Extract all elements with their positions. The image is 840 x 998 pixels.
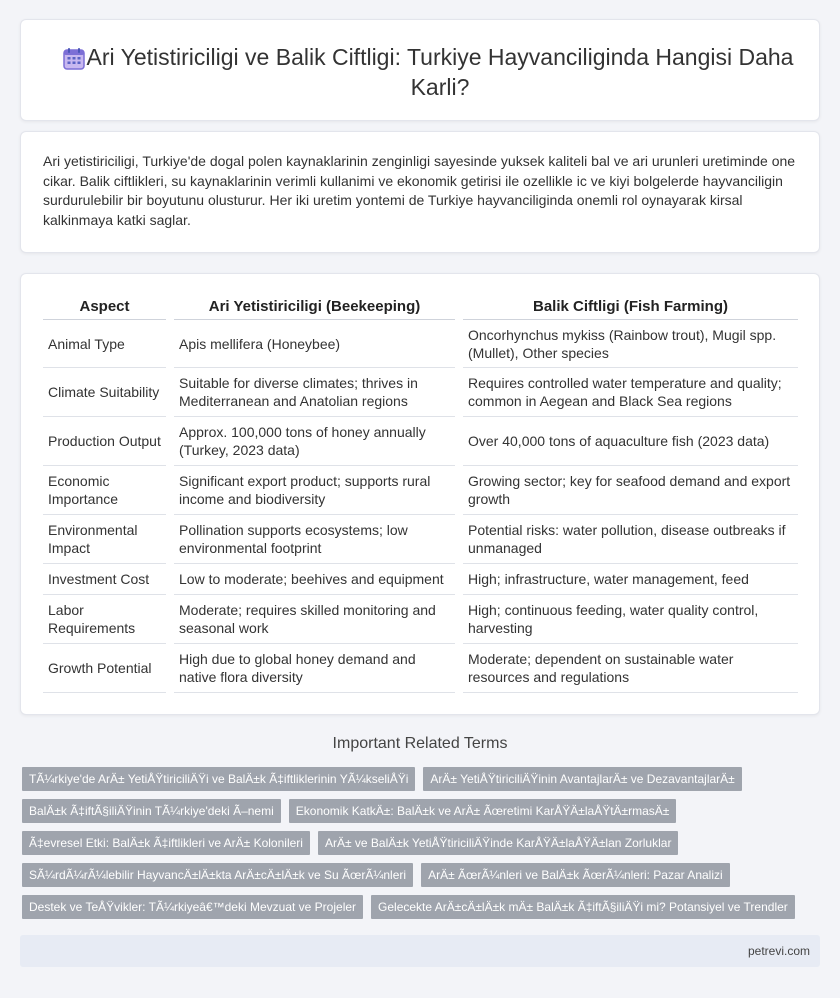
cell-beekeeping: Pollination supports ecosystems; low environmental footprint [170,515,459,564]
cell-aspect: Animal Type [43,320,170,368]
cell-beekeeping: Moderate; requires skilled monitoring and seasonal work [170,595,459,644]
cell-fish-farming: Potential risks: water pollution, disease outbreaks if unmanaged [459,515,798,564]
header-fish-farming: Balik Ciftligi (Fish Farming) [459,292,798,320]
term-link[interactable]: ArÄ± ÃœrÃ¼nleri ve BalÄ±k ÃœrÃ¼nleri: Pazar Analizi [421,863,730,887]
cell-fish-farming: Oncorhynchus mykiss (Rainbow trout), Mugil spp. (Mullet), Other species [459,320,798,368]
cell-beekeeping: Suitable for diverse climates; thrives in Mediterranean and Anatolian regions [170,368,459,417]
table-row [43,368,798,417]
term-row [22,831,822,855]
cell-fish-farming: High; infrastructure, water management, feed [459,564,798,595]
table-row [43,320,798,368]
term-row [22,895,822,919]
term-link[interactable]: TÃ¼rkiye'de ArÄ± YetiÅŸtiriciliÄŸi ve BalÄ±k Ã‡iftliklerinin YÃ¼kseliÅŸi [22,767,415,791]
page-title: Ari Yetistiriciligi ve Balik Ciftligi: Turkiye Hayvanciliginda Hangisi Daha Karli? [86,44,794,100]
term-row [22,863,822,887]
cell-aspect: Labor Requirements [43,595,170,644]
term-link[interactable]: SÃ¼rdÃ¼rÃ¼lebilir HayvancÄ±lÄ±kta ArÄ±cÄ±lÄ±k ve Su ÃœrÃ¼nleri [22,863,413,887]
header-card [20,19,820,121]
cell-fish-farming: Requires controlled water temperature and quality; common in Aegean and Black Sea regions [459,368,798,417]
related-terms [22,767,822,927]
table-row [43,466,798,515]
comparison-table [43,292,798,693]
term-link[interactable]: ArÄ± YetiÅŸtiriciliÄŸinin AvantajlarÄ± ve DezavantajlarÄ± [423,767,741,791]
table-row [43,417,798,466]
term-link[interactable]: Destek ve TeÅŸvikler: TÃ¼rkiyeâ€™deki Mevzuat ve Projeler [22,895,363,919]
table-row [43,595,798,644]
footer-site-link[interactable]: petrevi.com [747,944,810,958]
cell-beekeeping: Significant export product; supports rural income and biodiversity [170,466,459,515]
related-terms-title: Important Related Terms [332,735,508,752]
table-header-row [43,292,798,320]
table-row [43,564,798,595]
cell-aspect: Environmental Impact [43,515,170,564]
table-row [43,515,798,564]
intro-card [20,131,820,253]
term-link[interactable]: ArÄ± ve BalÄ±k YetiÅŸtiriciliÄŸinde KarÅŸÄ±laÅŸÄ±lan Zorluklar [318,831,679,855]
cell-beekeeping: High due to global honey demand and native flora diversity [170,644,459,693]
term-row [22,767,822,791]
comparison-table-card [20,273,820,715]
table-row [43,644,798,693]
cell-aspect: Investment Cost [43,564,170,595]
term-link[interactable]: BalÄ±k Ã‡iftÃ§iliÄŸinin TÃ¼rkiye'deki Ã–nemi [22,799,281,823]
header-aspect: Aspect [43,292,170,320]
term-row [22,799,822,823]
cell-fish-farming: High; continuous feeding, water quality control, harvesting [459,595,798,644]
cell-fish-farming: Over 40,000 tons of aquaculture fish (2023 data) [459,417,798,466]
term-link[interactable]: Gelecekte ArÄ±cÄ±lÄ±k mÄ± BalÄ±k Ã‡iftÃ§iliÄŸi mi? Potansiyel ve Trendler [371,895,795,919]
term-link[interactable]: Ã‡evresel Etki: BalÄ±k Ã‡iftlikleri ve ArÄ± Kolonileri [22,831,310,855]
header-beekeeping: Ari Yetistiriciligi (Beekeeping) [170,292,459,320]
intro-paragraph: Ari yetistiriciligi, Turkiye'de dogal polen kaynaklarinin zenginligi sayesinde yuksek kaliteli bal ve ari urunleri uretiminde one cikar. Balik ciftlikleri, su kaynaklarinin verimli kullanimi ve ekonomik getirisi ile ozellikle ic ve kiyi bolgelerde hayvanciligin surdurulebilir bir boyutunu olusturur. Her iki uretim yontemi de Turkiye hayvanciliginda onemli rol oynayarak kirsal kalkinmaya katki saglar. [43,153,796,228]
cell-aspect: Economic Importance [43,466,170,515]
cell-beekeeping: Low to moderate; beehives and equipment [170,564,459,595]
cell-aspect: Climate Suitability [43,368,170,417]
cell-beekeeping: Apis mellifera (Honeybee) [170,320,459,368]
term-link[interactable]: Ekonomik KatkÄ±: BalÄ±k ve ArÄ± Ãœretimi KarÅŸÄ±laÅŸtÄ±rmasÄ± [289,799,677,823]
cell-fish-farming: Growing sector; key for seafood demand and export growth [459,466,798,515]
cell-beekeeping: Approx. 100,000 tons of honey annually (Turkey, 2023 data) [170,417,459,466]
cell-fish-farming: Moderate; dependent on sustainable water resources and regulations [459,644,798,693]
cell-aspect: Production Output [43,417,170,466]
cell-aspect: Growth Potential [43,644,170,693]
footer [20,935,820,967]
